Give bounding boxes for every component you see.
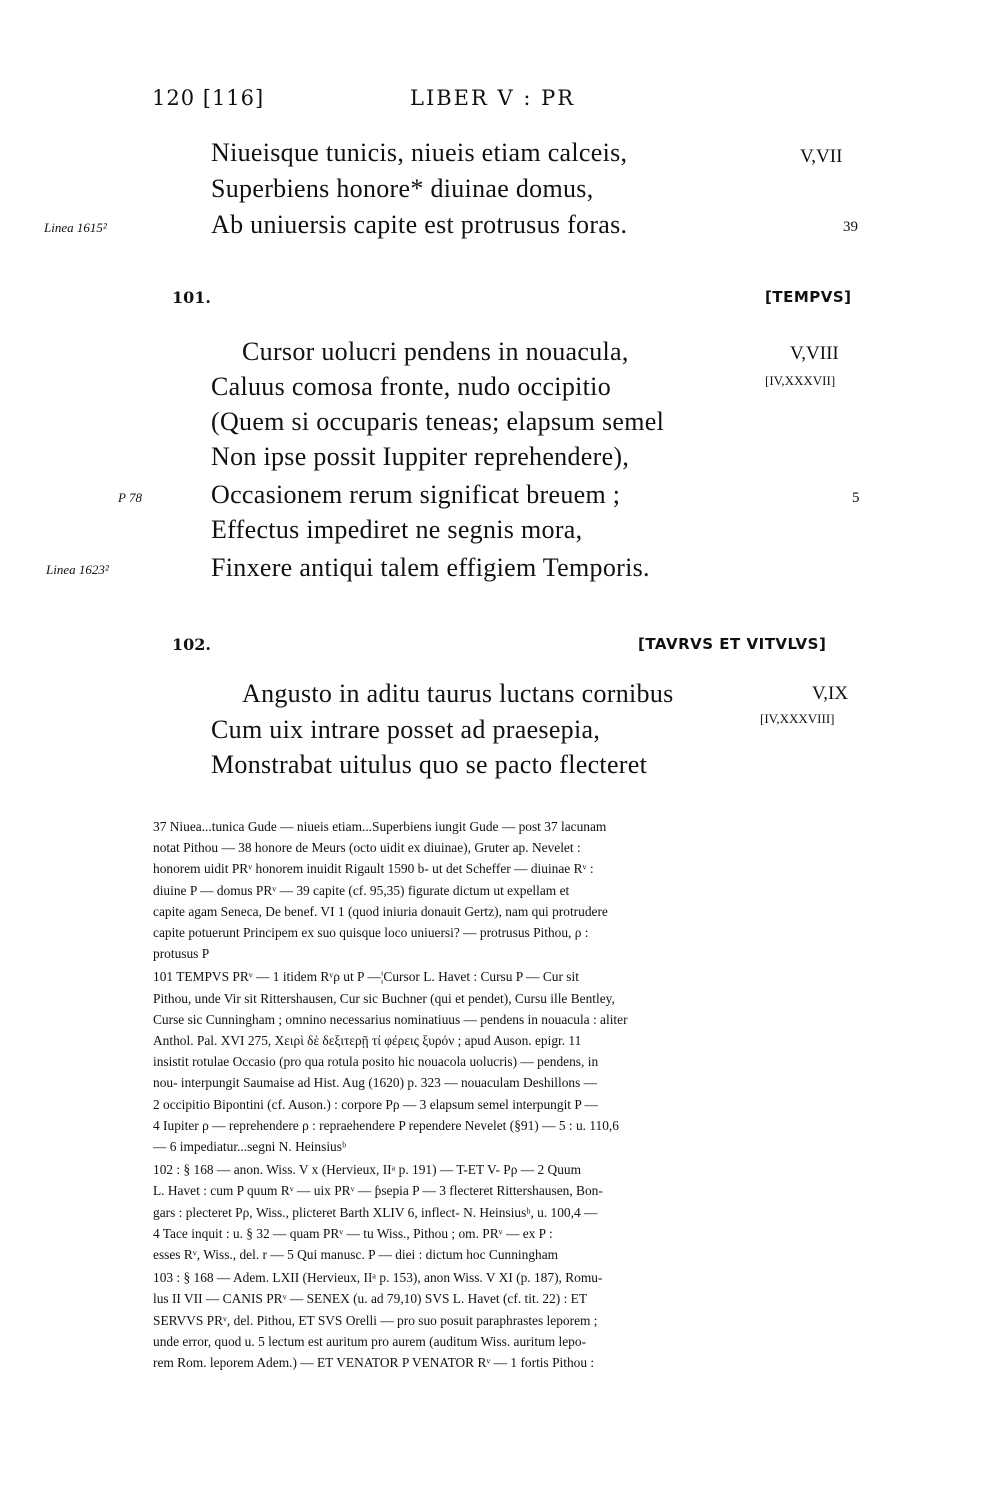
margin-note: Linea 1623² (46, 562, 109, 577)
verse-reference: V,VIII (790, 343, 839, 364)
note-block (153, 1159, 869, 1265)
verse-reference: V,IX (812, 683, 849, 704)
verse-line: Non ipse possit Iuppiter reprehendere), (211, 442, 630, 471)
note-line: unde error, quod u. 5 lectum est auritum pro aurem (auditum Wiss. auritum lepo- (153, 1333, 587, 1349)
note-line: 4 Iupiter ρ — reprehendere ρ : repraehendere P rependere Nevelet (§91) — 5 : u. 110,6 (153, 1117, 619, 1133)
critical-apparatus (153, 816, 869, 1375)
note-block (153, 816, 869, 964)
note-line: honorem uidit PRᵛ honorem inuidit Rigault 1590 b- ut det Scheffer — diuinae Rᵛ : (153, 861, 594, 877)
note-block (153, 1267, 869, 1373)
note-line: L. Havet : cum P quum Rᵛ — uix PRᵛ — ƥsepia P — 3 flecteret Rittershausen, Bon- (153, 1183, 603, 1199)
verse-line: Caluus comosa fronte, nudo occipitio (211, 372, 611, 401)
note-line: 37 Niuea...tunica Gude — niueis etiam...Superbiens iungit Gude — post 37 lacunam (153, 819, 607, 834)
note-line: 103 : § 168 — Adem. LXII (Hervieux, IIᵃ p. 153), anon Wiss. V XI (p. 187), Romu- (153, 1270, 603, 1286)
verse-line: Niueisque tunicis, niueis etiam calceis, (211, 138, 628, 167)
margin-note: P 78 (118, 490, 142, 505)
note-line: lus II VII — CANIS PRᵛ — SENEX (u. ad 79,10) SVS L. Havet (cf. tit. 22) : ET (153, 1291, 588, 1307)
verse-reference-alt: [IV,XXXVII] (765, 373, 836, 388)
verse-line: Finxere antiqui talem effigiem Temporis. (211, 553, 650, 582)
fable-title: [TEMPVS] (765, 288, 852, 306)
note-line: capite agam Seneca, De benef. VI 1 (quod iniuria donauit Gertz), nam qui protrudere (153, 903, 608, 919)
note-line: capite potuerunt Principem ex suo quisque loco uniuersi? — protrusus Pithou, ρ : (153, 925, 589, 941)
fable-number: 102. (172, 635, 211, 654)
verse-line: (Quem si occuparis teneas; elapsum semel (211, 407, 665, 436)
note-line: diuine P — domus PRᵛ — 39 capite (cf. 95,35) figurate dictum ut expellam et (153, 882, 570, 898)
note-line: Pithou, unde Vir sit Rittershausen, Cur sic Buchner (qui et pendet), Cursu ille Bentley, (153, 990, 615, 1006)
verse-reference-alt: [IV,XXXVIII] (760, 711, 835, 726)
verse-line: Angusto in aditu taurus luctans cornibus (242, 679, 674, 708)
note-line: nou- interpungit Saumaise ad Hist. Aug (1620) p. 323 — nouaculam Deshillons — (153, 1075, 598, 1091)
verse-line: Ab uniuersis capite est protrusus foras. (211, 210, 628, 239)
line-number: 5 (852, 490, 860, 506)
line-number: 39 (843, 219, 858, 235)
note-line: esses Rᵛ, Wiss., del. r — 5 Qui manusc. P — diei : dictum hoc Cunningham (153, 1247, 559, 1263)
verse-reference: V,VII (800, 146, 843, 167)
page-number: 120 [116] (152, 86, 265, 110)
fable-title: [TAVRVS ET VITVLVS] (638, 635, 827, 653)
verse-line: Superbiens honore* diuinae domus, (211, 174, 594, 203)
verse-line: Cum uix intrare posset ad praesepia, (211, 715, 601, 744)
note-line: gars : plecteret Pρ, Wiss., plicteret Barth XLIV 6, inflect- N. Heinsiusᵇ, u. 100,4 — (153, 1204, 598, 1220)
note-block (153, 966, 869, 1157)
note-line: 101 TEMPVS PRᵛ — 1 itidem Rᵛρ ut P —¦Cursor L. Havet : Cursu P — Cur sit (153, 969, 579, 985)
note-line: 4 Tace inquit : u. § 32 — quam PRᵛ — tu Wiss., Pithou ; om. PRᵛ — ex P : (153, 1225, 553, 1241)
note-line: protusus P (153, 946, 210, 962)
fable-number: 101. (172, 288, 211, 307)
note-line: notat Pithou — 38 honore de Meurs (octo uidit ex diuinae), Gruter ap. Nevelet : (153, 840, 581, 856)
verse-line: Effectus impediret ne segnis mora, (211, 515, 583, 544)
note-line: Anthol. Pal. XVI 275, Χειρὶ δὲ δεξιτερῇ τί φέρεις ξυρόν ; apud Auson. epigr. 11 (153, 1033, 582, 1049)
note-line: insistit rotulae Occasio (pro qua rotula posito hic nouacola uolucris) — pendens, in (153, 1054, 599, 1070)
verse-line: Cursor uolucri pendens in nouacula, (242, 337, 629, 366)
note-line: Curse sic Cunningham ; omnino necessarius nominatiuus — pendens in nouacula : aliter (153, 1011, 628, 1027)
verse-line: Occasionem rerum significat breuem ; (211, 480, 621, 509)
note-line: SERVVS PRᵛ, del. Pithou, ET SVS Orelli — pro suo posuit paraphrastes leporem ; (153, 1312, 598, 1328)
note-line: 102 : § 168 — anon. Wiss. V x (Hervieux, IIᵃ p. 191) — T-ET V- Pρ — 2 Quum (153, 1162, 582, 1178)
verse-line: Monstrabat uitulus quo se pacto flecteret (211, 750, 648, 779)
note-line: rem Rom. leporem Adem.) — ET VENATOR P VENATOR Rᵛ — 1 fortis Pithou : (153, 1355, 595, 1371)
note-line: 2 occipitio Bipontini (cf. Auson.) : corpore Pρ — 3 elapsum semel interpungit P — (153, 1096, 599, 1112)
margin-note: Linea 1615² (44, 220, 107, 235)
note-line: — 6 impediatur...segni N. Heinsiusᵇ (153, 1139, 347, 1155)
running-title: LIBER V : PR (410, 86, 576, 110)
